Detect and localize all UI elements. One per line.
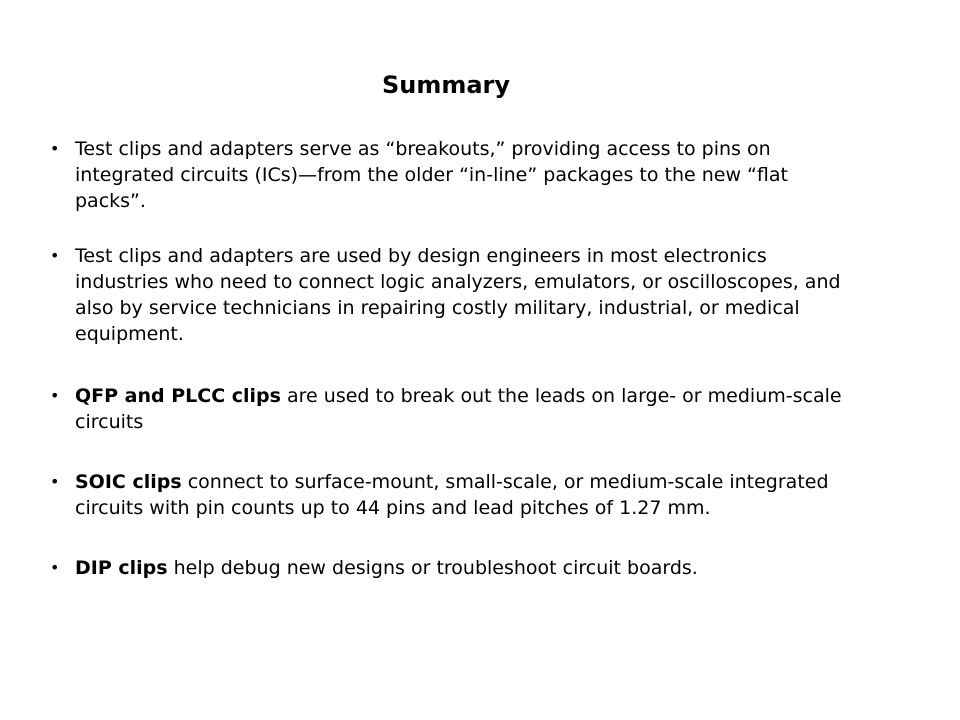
bullet-dot: •: [50, 472, 60, 491]
slide-title: Summary: [381, 71, 511, 99]
bullet-text: Test clips and adapters are used by design engineers in most electronics industries who need to connect logic analyzers, emulators, or oscilloscopes, and also by service technicians in repairing costly military, industrial, or medical equipment.: [75, 245, 841, 345]
bullet-users: [50, 243, 850, 347]
bullet-dot: •: [50, 558, 60, 577]
bullet-soic: [50, 469, 850, 521]
bullet-lead: DIP clips: [75, 557, 168, 579]
bullet-dip: [50, 555, 850, 581]
bullet-text: connect to surface-mount, small-scale, or medium-scale integrated circuits with pin counts up to 44 pins and lead pitches of 1.27 mm.: [75, 471, 829, 519]
bullet-text: are used to break out the leads on large- or medium-scale circuits: [75, 385, 842, 433]
bullet-breakouts: [50, 136, 850, 214]
bullet-text: help debug new designs or troubleshoot circuit boards.: [167, 557, 698, 579]
bullet-list: [50, 136, 850, 581]
bullet-lead: QFP and PLCC clips: [75, 385, 281, 407]
bullet-dot: •: [50, 386, 60, 405]
bullet-dot: •: [50, 139, 60, 158]
bullet-lead: SOIC clips: [75, 471, 182, 493]
bullet-text: Test clips and adapters serve as “breakouts,” providing access to pins on integrated circuits (ICs)—from the older “in-line” packages to the new “flat packs”.: [75, 138, 788, 212]
bullet-dot: •: [50, 246, 60, 265]
bullet-qfp-plcc: [50, 383, 850, 435]
